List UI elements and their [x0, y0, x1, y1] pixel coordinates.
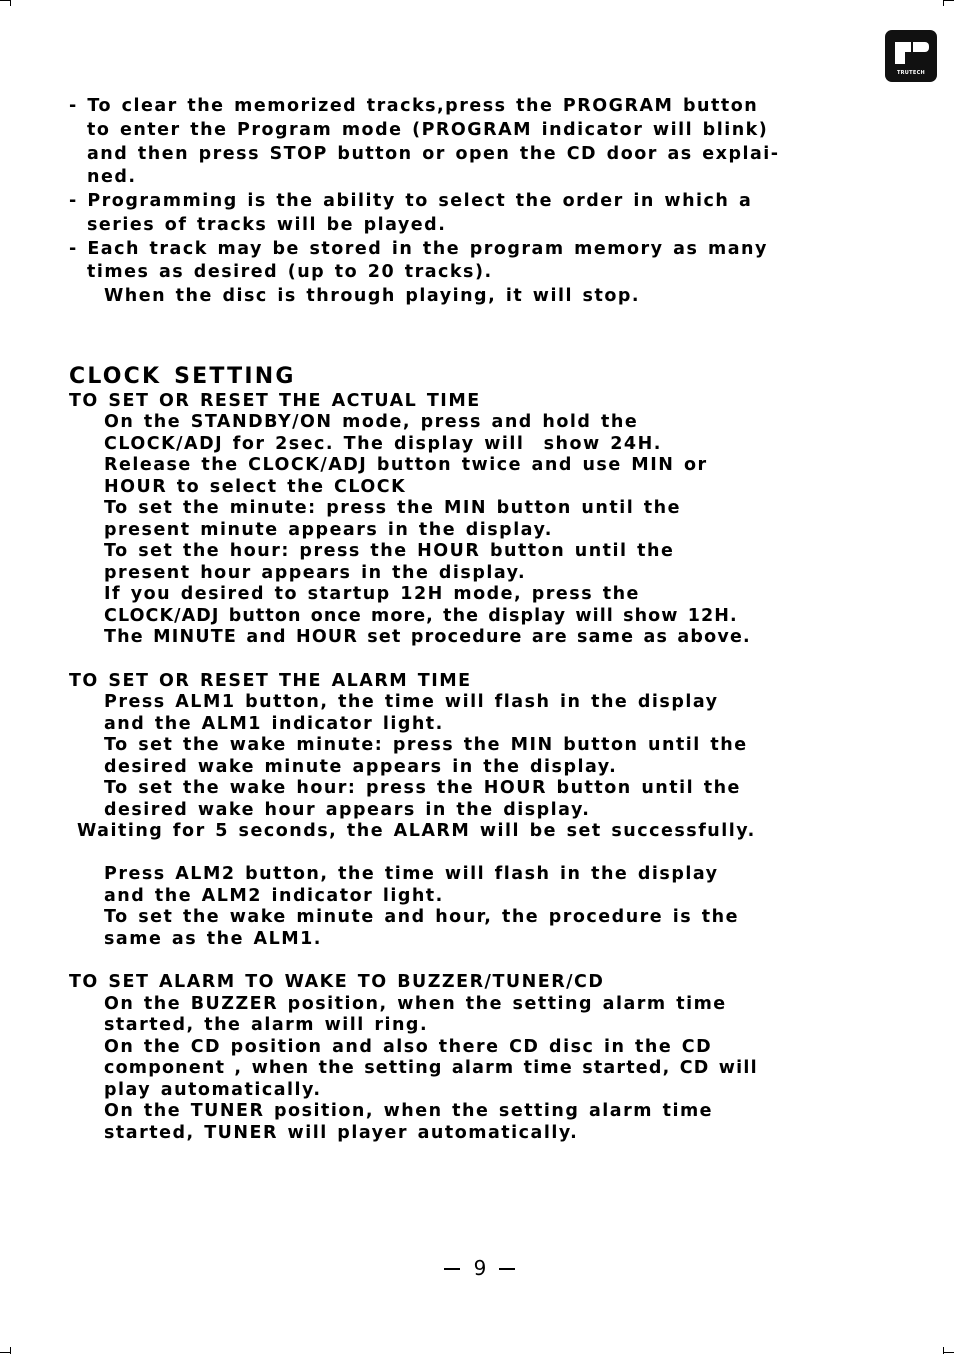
- crop-mark-bottom-left: [0, 1352, 10, 1353]
- instruction-line: To set the hour: press the HOUR button until the: [104, 541, 675, 561]
- instruction-line: desired wake hour appears in the display.: [104, 800, 591, 820]
- instruction-line: On the BUZZER position, when the setting alarm time: [104, 994, 727, 1014]
- subsection-heading: TO SET ALARM TO WAKE TO BUZZER/TUNER/CD: [69, 972, 605, 992]
- crop-mark-bottom-left-v: [10, 1347, 11, 1354]
- instruction-line: CLOCK/ADJ button once more, the display will show 12H.: [104, 606, 738, 626]
- instruction-line: The MINUTE and HOUR set procedure are same as above.: [104, 627, 751, 647]
- instruction-line: component , when the setting alarm time started, CD will: [104, 1058, 758, 1078]
- instruction-line: To set the wake minute and hour, the procedure is the: [104, 907, 739, 927]
- intro-line: ned.: [87, 167, 137, 187]
- instruction-line: HOUR to select the CLOCK: [104, 477, 407, 497]
- instruction-line: and the ALM1 indicator light.: [104, 714, 444, 734]
- subsection-heading: TO SET OR RESET THE ALARM TIME: [69, 671, 472, 691]
- instruction-line: To set the wake minute: press the MIN button until the: [104, 735, 748, 755]
- intro-line: to enter the Program mode (PROGRAM indicator will blink): [87, 120, 769, 140]
- section-title: CLOCK SETTING: [69, 364, 296, 389]
- intro-line: and then press STOP button or open the CD door as explai-: [87, 144, 780, 164]
- instruction-line: Press ALM1 button, the time will flash in the display: [104, 692, 719, 712]
- crop-mark-top-left-v: [10, 0, 11, 6]
- instruction-line: To set the minute: press the MIN button until the: [104, 498, 681, 518]
- crop-mark-bottom-right: [944, 1352, 954, 1353]
- intro-line: When the disc is through playing, it will stop.: [104, 286, 641, 306]
- instruction-line: and the ALM2 indicator light.: [104, 886, 444, 906]
- crop-mark-top-right-v: [943, 0, 944, 6]
- instruction-line: Release the CLOCK/ADJ button twice and use MIN or: [104, 455, 708, 475]
- brand-logo: [885, 30, 937, 82]
- crop-mark-top-right: [944, 0, 954, 1]
- instruction-line: On the CD position and also there CD disc in the CD: [104, 1037, 713, 1057]
- instruction-line: present minute appears in the display.: [104, 520, 553, 540]
- instruction-line: started, the alarm will ring.: [104, 1015, 429, 1035]
- page-number: 9: [473, 1256, 487, 1280]
- instruction-line: same as the ALM1.: [104, 929, 322, 949]
- instruction-line: If you desired to startup 12H mode, press the: [104, 584, 640, 604]
- page-number-dash-right: [499, 1268, 515, 1270]
- instruction-line: desired wake minute appears in the display.: [104, 757, 618, 777]
- intro-line: times as desired (up to 20 tracks).: [87, 262, 493, 282]
- subsection-heading: TO SET OR RESET THE ACTUAL TIME: [69, 391, 481, 411]
- instruction-line: started, TUNER will player automatically.: [104, 1123, 579, 1143]
- instruction-line: To set the wake hour: press the HOUR button until the: [104, 778, 741, 798]
- brand-logo-text: TRUTECH: [896, 70, 926, 76]
- intro-line: - Programming is the ability to select the order in which a: [69, 191, 753, 211]
- intro-line: - To clear the memorized tracks,press the PROGRAM button: [69, 96, 759, 116]
- instruction-line: On the TUNER position, when the setting alarm time: [104, 1101, 714, 1121]
- intro-line: series of tracks will be played.: [87, 215, 447, 235]
- crop-mark-top-left: [0, 0, 10, 1]
- instruction-line: On the STANDBY/ON mode, press and hold the: [104, 412, 639, 432]
- instruction-line: present hour appears in the display.: [104, 563, 527, 583]
- instruction-line: CLOCK/ADJ for 2sec. The display will show 24H.: [104, 434, 662, 454]
- intro-line: - Each track may be stored in the program memory as many: [69, 239, 768, 259]
- instruction-line: Waiting for 5 seconds, the ALARM will be set successfully.: [77, 821, 756, 841]
- instruction-line: Press ALM2 button, the time will flash in the display: [104, 864, 719, 884]
- crop-mark-bottom-right-v: [943, 1347, 944, 1354]
- instruction-line: play automatically.: [104, 1080, 322, 1100]
